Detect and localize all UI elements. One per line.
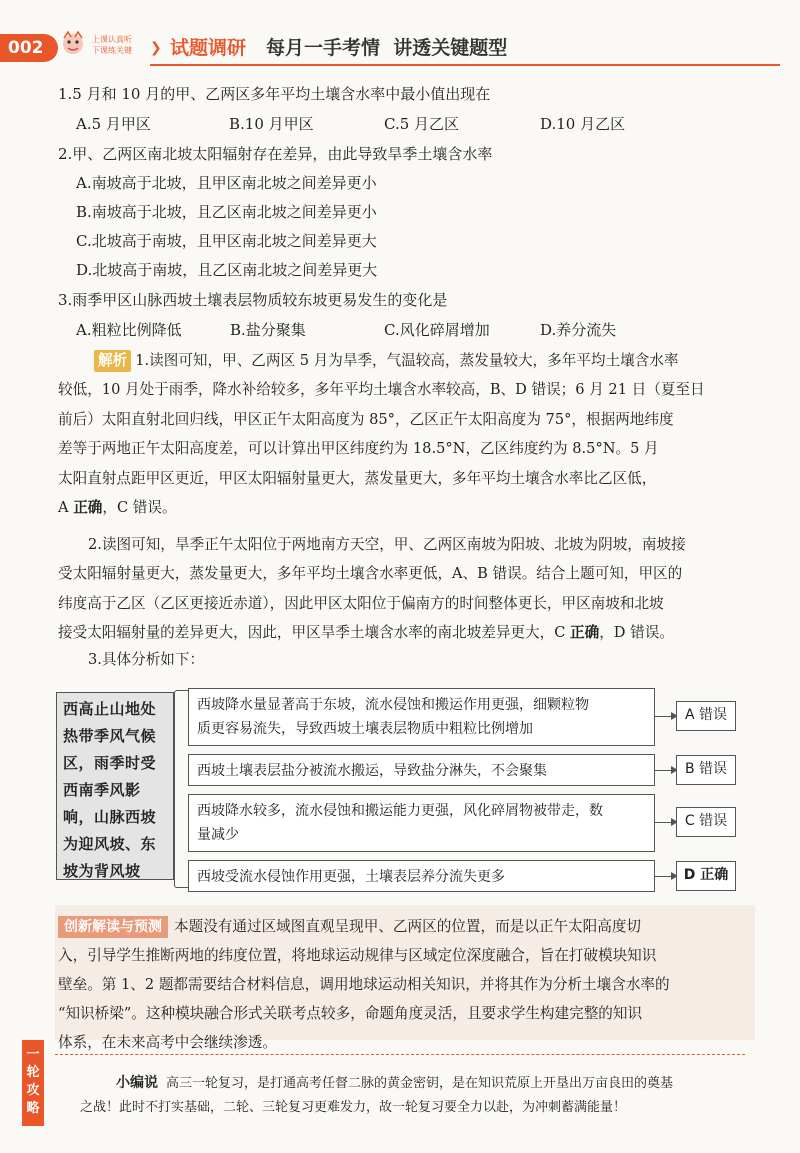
- q1-option-a: A.5 月甲区: [76, 115, 151, 133]
- diagram-result-c: C 错误: [676, 807, 736, 837]
- question-2-stem: 2.甲、乙两区南北坡太阳辐射存在差异，由此导致旱季土壤含水率: [58, 145, 493, 163]
- header-subtitle: 每月一手考情 讲透关键题型: [266, 37, 508, 59]
- header-divider: [150, 64, 780, 66]
- arrow-right-icon: [655, 822, 676, 823]
- editor-note: 小编说 高三一轮复习，是打通高考任督二脉的黄金密钥，是在知识荒原上开垦出万亩良田的奠基 之战！此时不打实基础，二轮、三轮复习更难发力，故一轮复习要全力以赴，为冲刺蓄满能量！: [80, 1075, 674, 1115]
- innovation-text: 创新解读与预测 本题没有通过区域图直观呈现甲、乙两区的位置，而是以正午太阳高度切 入，引导学生推断两地的纬度位置，将地球运动规律与区域定位深度融合，旨在打破模块知识 壁垒。第 1、2 题都需要结合材料信息，调用地球运动相关知识，并将其作为分析土壤含水率的 “知识桥梁”。这种模块融合形式关联考点较多，命题角度灵活，且要求学生构建完整的知识 体系，在未来高考中会继续渗透。: [58, 918, 670, 1051]
- q2-option-d: D.北坡高于南坡，且乙区南北坡之间差异更大: [76, 261, 378, 279]
- mascot-icon: [58, 30, 88, 64]
- diagram-result-a: A 错误: [676, 701, 736, 731]
- diagram-row-b: 西坡土壤表层盐分被流水搬运，导致盐分淋失，不会聚集: [188, 754, 655, 786]
- question-1-stem: 1.5 月和 10 月的甲、乙两区多年平均土壤含水率中最小值出现在: [58, 85, 491, 103]
- arrow-right-icon: [655, 716, 676, 717]
- diagram-row-a: 西坡降水量显著高于东坡，流水侵蚀和搬运作用更强，细颗粒物 质更容易流失，导致西坡土壤表层物质中粗粒比例增加: [188, 688, 655, 746]
- diagram-cause-box: 西高止山地处 热带季风气候 区，雨季时受 西南季风影 响，山脉西坡 为迎风坡、东 坡为背风坡: [56, 692, 174, 880]
- q2-option-c: C.北坡高于南坡，且甲区南北坡之间差异更大: [76, 232, 377, 250]
- q1-option-b: B.10 月甲区: [229, 115, 314, 133]
- q1-option-d: D.10 月乙区: [540, 115, 626, 133]
- diagram-result-d: D 正确: [676, 861, 736, 891]
- q3-option-c: C.风化碎屑增加: [384, 321, 490, 339]
- diagram-row-d: 西坡受流水侵蚀作用更强，土壤表层养分流失更多: [188, 860, 655, 892]
- header-slogan: 上课认真听 下课练关键: [92, 35, 132, 55]
- q1-option-c: C.5 月乙区: [384, 115, 460, 133]
- question-3-stem: 3.雨季甲区山脉西坡土壤表层物质较东坡更易发生的变化是: [58, 291, 448, 309]
- analysis-paragraph-3: 3.具体分析如下：: [88, 651, 205, 668]
- analysis-paragraph-2: 2.读图可知，旱季正午太阳位于两地南方天空，甲、乙两区南坡为阳坡、北坡为阴坡，南坡接 受太阳辐射量更大，蒸发量更大，多年平均土壤含水率更低，A、B 错误。结合上题可知，甲区的 纬度高于乙区（乙区更接近赤道），因此甲区太阳位于偏南方的时间整体更长，甲区南坡和北坡 接受太阳辐射量的差异更大，因此，甲区旱季土壤含水率的南北坡差异更大，C 正确，D 错误。: [58, 536, 686, 642]
- innovation-badge: 创新解读与预测: [58, 916, 168, 938]
- arrow-right-icon: [655, 770, 676, 771]
- header-title: 试题调研: [170, 37, 247, 59]
- q2-option-a: A.南坡高于北坡，且甲区南北坡之间差异更小: [76, 174, 377, 192]
- diagram-row-c: 西坡降水较多，流水侵蚀和搬运能力更强，风化碎屑物被带走，数 量减少: [188, 794, 655, 852]
- q3-option-d: D.养分流失: [540, 321, 617, 339]
- side-tab: 一轮攻略: [22, 1040, 44, 1126]
- q3-option-b: B.盐分聚集: [230, 321, 306, 339]
- arrow-right-icon: [655, 876, 676, 877]
- analysis-badge: 解析: [94, 350, 131, 372]
- footer-divider: [55, 1054, 745, 1055]
- diagram-bracket: [174, 690, 188, 888]
- chevron-right-icon: ❯: [150, 40, 162, 56]
- q3-option-a: A.粗粒比例降低: [76, 321, 182, 339]
- q2-option-b: B.南坡高于北坡，且乙区南北坡之间差异更小: [76, 203, 377, 221]
- page-number: 002: [0, 34, 58, 62]
- analysis-paragraph-1: 解析 1.读图可知，甲、乙两区 5 月为旱季，气温较高，蒸发量较大，多年平均土壤含水率 较低，10 月处于雨季，降水补给较多，多年平均土壤含水率较高，B、D 错误；6 月 21 日（夏至日 前后）太阳直射北回归线，甲区正午太阳高度为 85°，乙区正午太阳高度为 75°，根据两地纬度 差等于两地正午太阳高度差，可以计算出甲区纬度约为 18.5°N，乙区纬度约为 8.5°N。5 月 太阳直射点距甲区更近，甲区太阳辐射量更大，蒸发量更大，多年平均土壤含水率比乙区低， A 正确，C 错误。: [58, 352, 705, 517]
- diagram-result-b: B 错误: [676, 755, 736, 785]
